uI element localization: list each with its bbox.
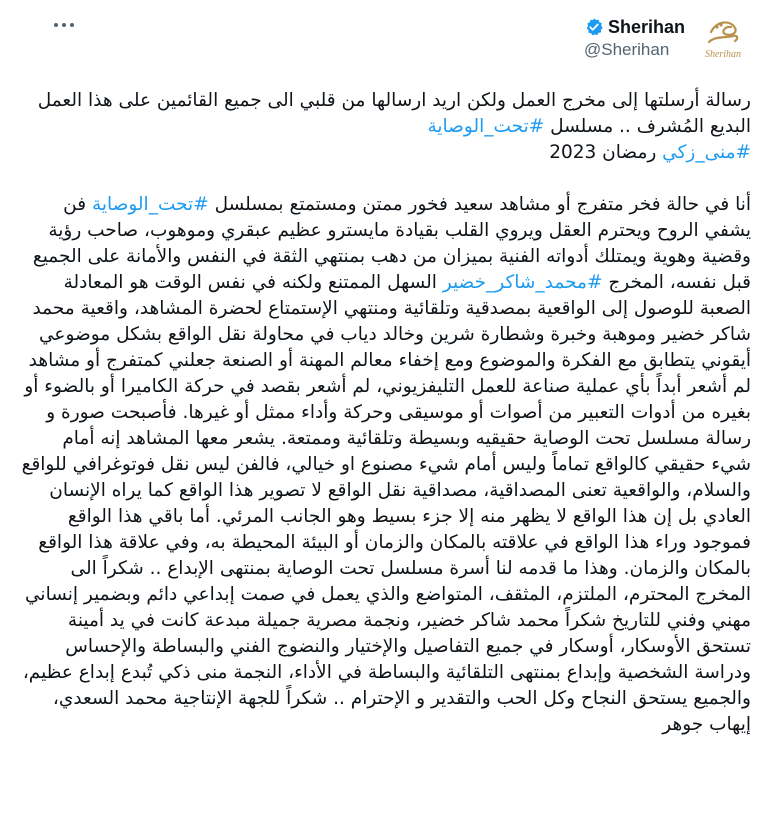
tweet-header <box>584 8 753 68</box>
body-text-1: أنا في حالة فخر متفرج أو مشاهد سعيد فخور ممتن ومستمتع بمسلسل <box>208 194 751 215</box>
intro-text-1: رسالة أرسلتها إلى مخرج العمل ولكن اريد ارسالها من قلبي الى جميع القائمين على هذا العمل البديع المُشرف .. مسلسل <box>37 90 751 137</box>
display-name[interactable]: Sherihan <box>607 16 685 37</box>
avatar[interactable] <box>693 8 753 68</box>
hashtag-link[interactable]: #تحت_الوصاية <box>91 194 209 215</box>
tweet-body-paragraph <box>21 192 751 738</box>
author-names <box>584 17 685 60</box>
user-handle[interactable]: @Sherihan <box>583 39 670 59</box>
hashtag-link[interactable]: #تحت_الوصاية <box>427 116 545 137</box>
scroll-fade <box>0 810 775 830</box>
tweet-text <box>21 88 751 738</box>
svg-text:Sherihan: Sherihan <box>704 49 742 60</box>
intro-text-2: رمضان 2023 <box>549 142 663 163</box>
more-options-icon[interactable] <box>50 15 78 35</box>
body-text-2: فن يشفي الروح ويحترم العقل ويروي القلب بقيادة مايسترو عظيم عبقري وموهوب، صاحب رؤية وقضية وهوية ويمتلك أدواته الفنية بميزان من دهب بمنتهي الثقة في النفس والأمانة على الجميع قبل نفسه، المخرج <box>32 194 751 293</box>
tweet-intro-paragraph <box>21 88 751 166</box>
sherihan-logo <box>695 10 751 66</box>
verified-badge-icon <box>584 17 604 37</box>
hashtag-link[interactable]: #منى_زكي <box>662 142 751 163</box>
hashtag-link[interactable]: #محمد_شاكر_خضير <box>442 272 603 293</box>
body-text-3: السهل الممتنع ولكنه في نفس الوقت هو المعادلة الصعبة للوصول إلى الواقعية بمصدقية وتلقائية ومنتهي الإستمتاع لحضرة المشاهد، واقعية محمد شاكر خضير وموهبة وخبرة وشطارة شرين وخالد دياب في محاولة نقل الواقع بشكل موضوعي أيقوني يتطابق مع الفكرة والموضوع ومع إخفاء معالم المهنة أو الصنعة جعلني كمتفرج أو مشاهد لم أشعر أبداً بأي عملية صناعة للعمل التليفزيوني، لم أشعر بقصد في حركة الكاميرا أو بالضوء أو بغيره من أدوات التعبير من أصوات أو موسيقى وحركة وأداء ممثل أو غيرها. فأصبحت صورة و رسالة مسلسل تحت الوصاية حقيقيه وبسيطة وتلقائية وممتعة. يشعر معها المشاهد إنه أمام شيء حقيقي كالواقع تماماً وليس أمام شيء مصنوع او خيالي، فالفن ليس نقل فوتوغرافي للواقع والسلام، والواقعية تعنى المصداقية، مصداقية نقل الواقع لا تصوير هذا الواقع كما يراه الإنسان العادي بل إن هذا الواقع لا يظهر منه إلا جزء بسيط وهو الجانب المرئي. أما باقي هذا الواقع فموجود وراء هذا الواقع في علاقته بالمكان والزمان أو البيئة المحيطة به، وفي علاقة هذا الواقع بالمكان والزمان. وهذا ما قدمه لنا أسرة مسلسل تحت الوصاية بمنتهى الإبداع .. شكراً الى المخرج المحترم، الملتزم، المثقف، المتواضع والذي يعمل في صمت إبداعي دائم وبضمير إنساني مهني وفني للتاريخ شكراً محمد شاكر خضير، ونجمة مصرية جميلة مبدعة كانت في يد أمينة تستحق الأوسكار، أوسكار في جميع التفاصيل والإختيار والنضوج الفني والبساطة والإحساس ودراسة الشخصية وإبداع بمنتهى التلقائية والبساطة في الأداء، النجمة منى ذكي تُبدع إبداع عظيم، والجميع يستحق النجاح وكل الحب والتقدير و الإحترام .. شكراً للجهة الإنتاجية محمد السعدي، إيهاب جوهر <box>21 272 751 735</box>
